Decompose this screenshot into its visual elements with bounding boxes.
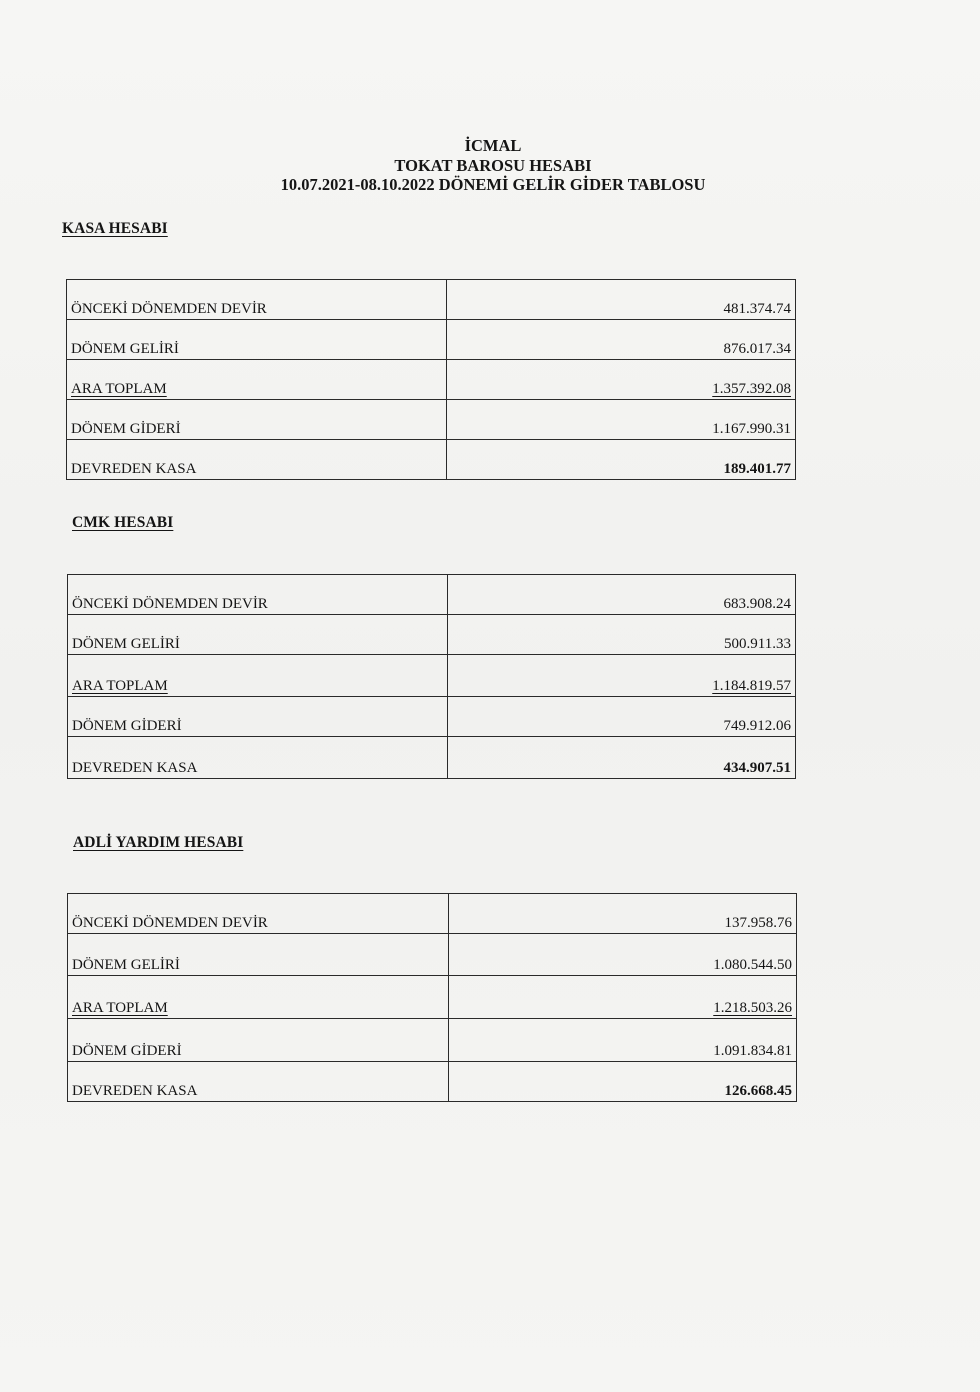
table-row [68, 615, 796, 655]
kasa-table [66, 279, 796, 480]
row-value: 1.218.503.26 [713, 1000, 792, 1016]
table-row [68, 894, 797, 934]
row-value: 1.091.834.81 [449, 1019, 797, 1062]
row-value: 434.907.51 [448, 737, 796, 779]
row-value: 137.958.76 [449, 894, 797, 934]
section-heading-adli-yardim: ADLİ YARDIM HESABI [73, 834, 244, 851]
table-row [68, 697, 796, 737]
row-value: 1.080.544.50 [449, 934, 797, 976]
row-value: 500.911.33 [448, 615, 796, 655]
row-label: DÖNEM GELİRİ [68, 934, 449, 976]
title-period: 10.07.2021-08.10.2022 DÖNEMİ GELİR GİDER TABLOSU [280, 175, 706, 194]
row-label: ÖNCEKİ DÖNEMDEN DEVİR [67, 280, 447, 320]
row-label: DÖNEM GİDERİ [68, 1019, 449, 1062]
row-value: 876.017.34 [447, 320, 796, 360]
row-value: 1.167.990.31 [447, 400, 796, 440]
row-value: 1.357.392.08 [712, 381, 791, 397]
section-heading-cmk: CMK HESABI [72, 514, 174, 531]
table-row [68, 655, 796, 697]
table-row [68, 1019, 797, 1062]
row-value: 749.912.06 [448, 697, 796, 737]
row-value: 126.668.45 [449, 1062, 797, 1102]
row-label: ARA TOPLAM [72, 678, 168, 694]
title-bar-account: TOKAT BAROSU HESABI [394, 155, 592, 175]
row-label: ÖNCEKİ DÖNEMDEN DEVİR [68, 575, 448, 615]
table-row [68, 1062, 797, 1102]
adli-yardim-table [67, 893, 797, 1102]
table-row [68, 737, 796, 779]
row-label: ARA TOPLAM [72, 1000, 168, 1016]
table-row [68, 934, 797, 976]
row-label: DEVREDEN KASA [68, 737, 448, 779]
row-label: ARA TOPLAM [71, 381, 167, 397]
table-row [68, 976, 797, 1019]
row-label: ÖNCEKİ DÖNEMDEN DEVİR [68, 894, 449, 934]
table-row [67, 280, 796, 320]
row-value: 1.184.819.57 [712, 678, 791, 694]
row-label: DÖNEM GELİRİ [68, 615, 448, 655]
table-row [67, 440, 796, 480]
row-label: DÖNEM GELİRİ [67, 320, 447, 360]
row-value: 683.908.24 [448, 575, 796, 615]
row-label: DEVREDEN KASA [68, 1062, 449, 1102]
row-value: 189.401.77 [447, 440, 796, 480]
table-row [68, 575, 796, 615]
title-icmal: İCMAL [464, 136, 522, 155]
row-label: DÖNEM GİDERİ [67, 400, 447, 440]
row-label: DÖNEM GİDERİ [68, 697, 448, 737]
table-row [67, 320, 796, 360]
cmk-table [67, 574, 796, 779]
table-row [67, 400, 796, 440]
row-label: DEVREDEN KASA [67, 440, 447, 480]
document-title [0, 136, 980, 195]
table-row [67, 360, 796, 400]
section-heading-kasa: KASA HESABI [62, 220, 168, 237]
row-value: 481.374.74 [447, 280, 796, 320]
